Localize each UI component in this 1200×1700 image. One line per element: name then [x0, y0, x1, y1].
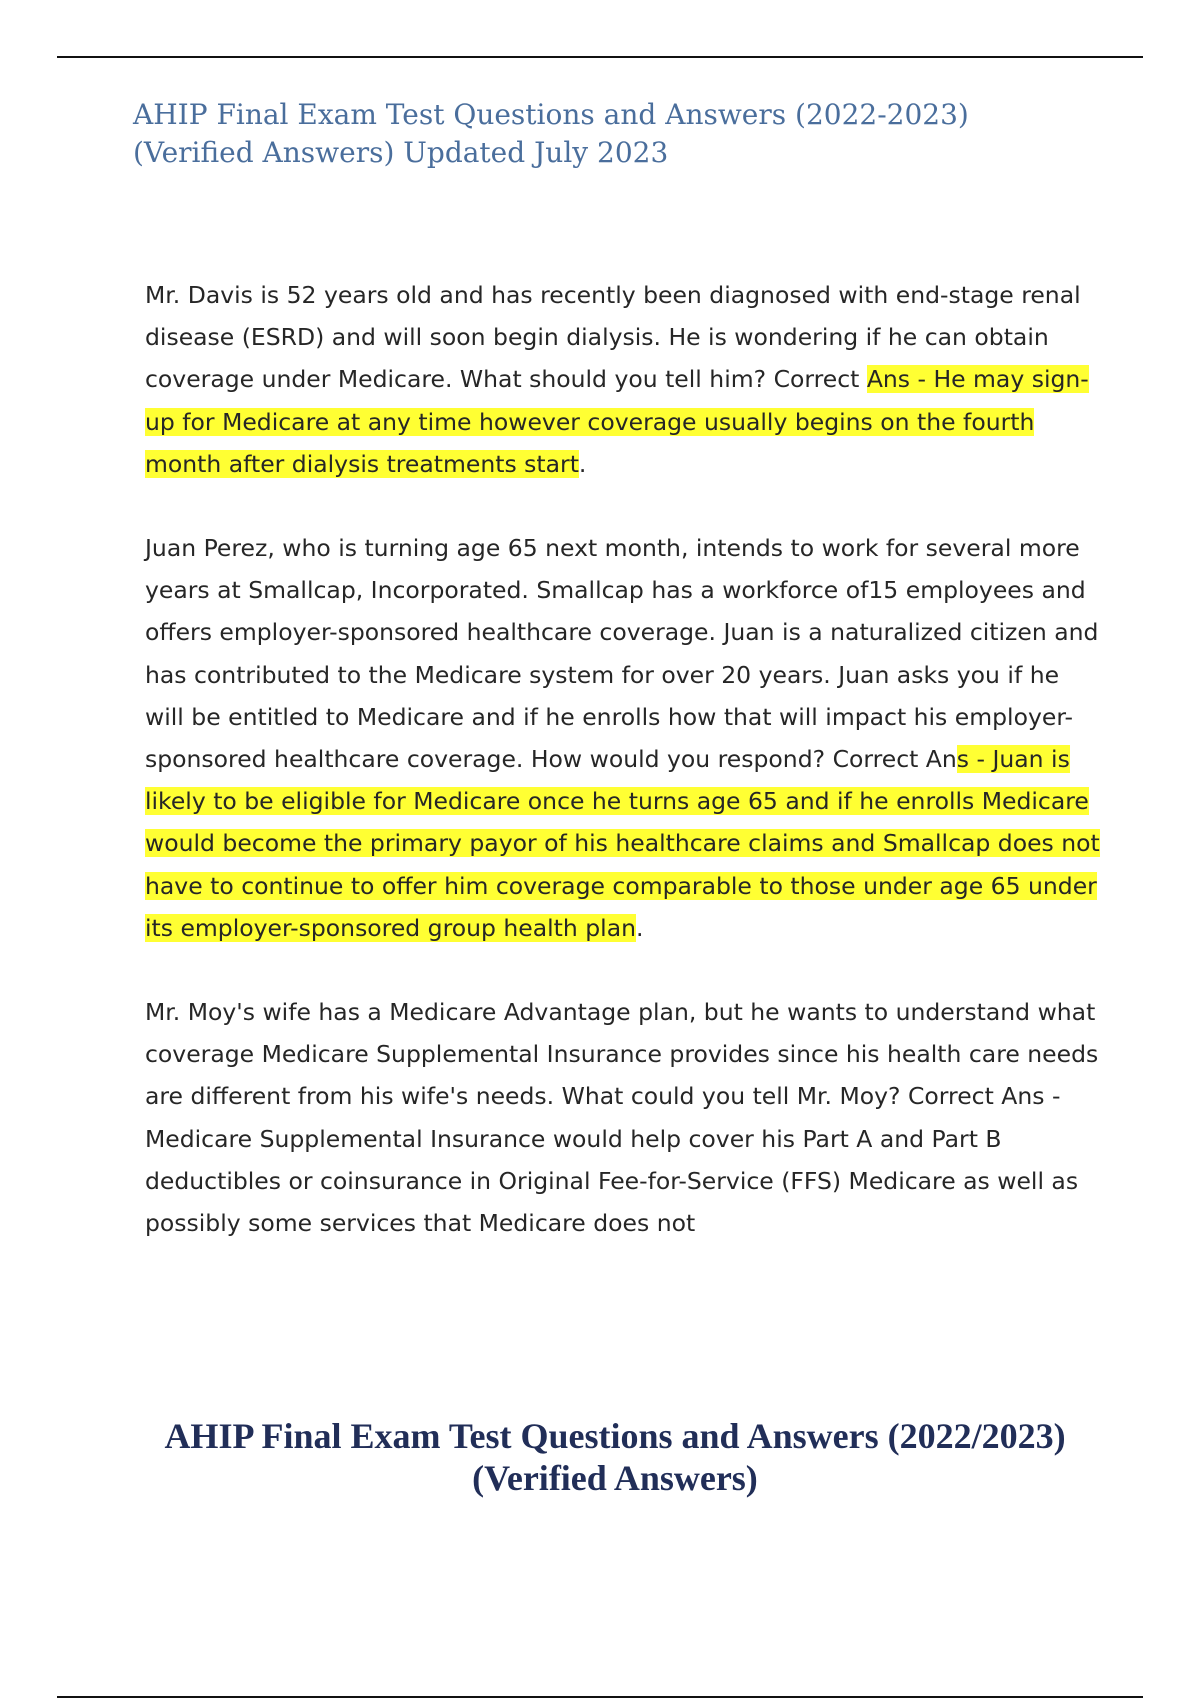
answer-prefix: Correct An [825, 745, 957, 774]
answer-prefix: Correct [766, 365, 867, 394]
question-text: Mr. Davis is 52 years old and has recently been diagnosed with end-stage renal disease (ESRD) and will soon begin dialysis. He is wondering if he can obtain coverage under Medicare. What should you tell him? [145, 281, 1081, 394]
answer-tail: . [636, 913, 644, 942]
qa-item-2 [145, 527, 1100, 949]
question-text: Mr. Moy's wife has a Medicare Advantage plan, but he wants to understand what coverage Medicare Supplemental Insurance provides since his health care needs are different from his wife's needs. What could you tell Mr. Moy? [145, 998, 1099, 1111]
qa-item-3 [145, 991, 1100, 1244]
qa-content [145, 274, 1100, 1286]
document-title: AHIP Final Exam Test Questions and Answers (2022-2023) (Verified Answers) Updated July 2023 [133, 98, 969, 169]
top-rule [57, 56, 1143, 58]
qa-item-1 [145, 274, 1100, 485]
answer-tail: . [578, 449, 587, 478]
highlighted-answer: s - Juan is likely to be eligible for Medicare once he turns age 65 and if he enrolls Medicare would become the primary payor of his healthcare claims and Smallcap does not have to continue to offer him coverage comparable to those under age 65 under its employer-sponsored group health plan [145, 745, 1100, 942]
footer-title: AHIP Final Exam Test Questions and Answers (2022/2023) (Verified Answers) [164, 1416, 1066, 1498]
highlighted-answer: Ans - He may sign-up for Medicare at any time however coverage usually begins on the fourth month after dialysis treatments start [145, 365, 1089, 478]
question-text: Juan Perez, who is turning age 65 next month, intends to work for several more years at Smallcap, Incorporated. Smallcap has a workforce of15 employees and offers employer-sponsored healthcare coverage. Juan is a naturalized citizen and has contributed to the Medicare system for over 20 years. Juan asks you if he will be entitled to Medicare and if he enrolls how that will impact his employer-sponsored healthcare coverage. How would you respond? [145, 534, 1099, 774]
bottom-rule [57, 1696, 1143, 1698]
answer-text: Correct Ans - Medicare Supplemental Insurance would help cover his Part A and Part B deductibles or coinsurance in Original Fee-for-Service (FFS) Medicare as well as possibly some services that Medicare does not [145, 1082, 1079, 1238]
